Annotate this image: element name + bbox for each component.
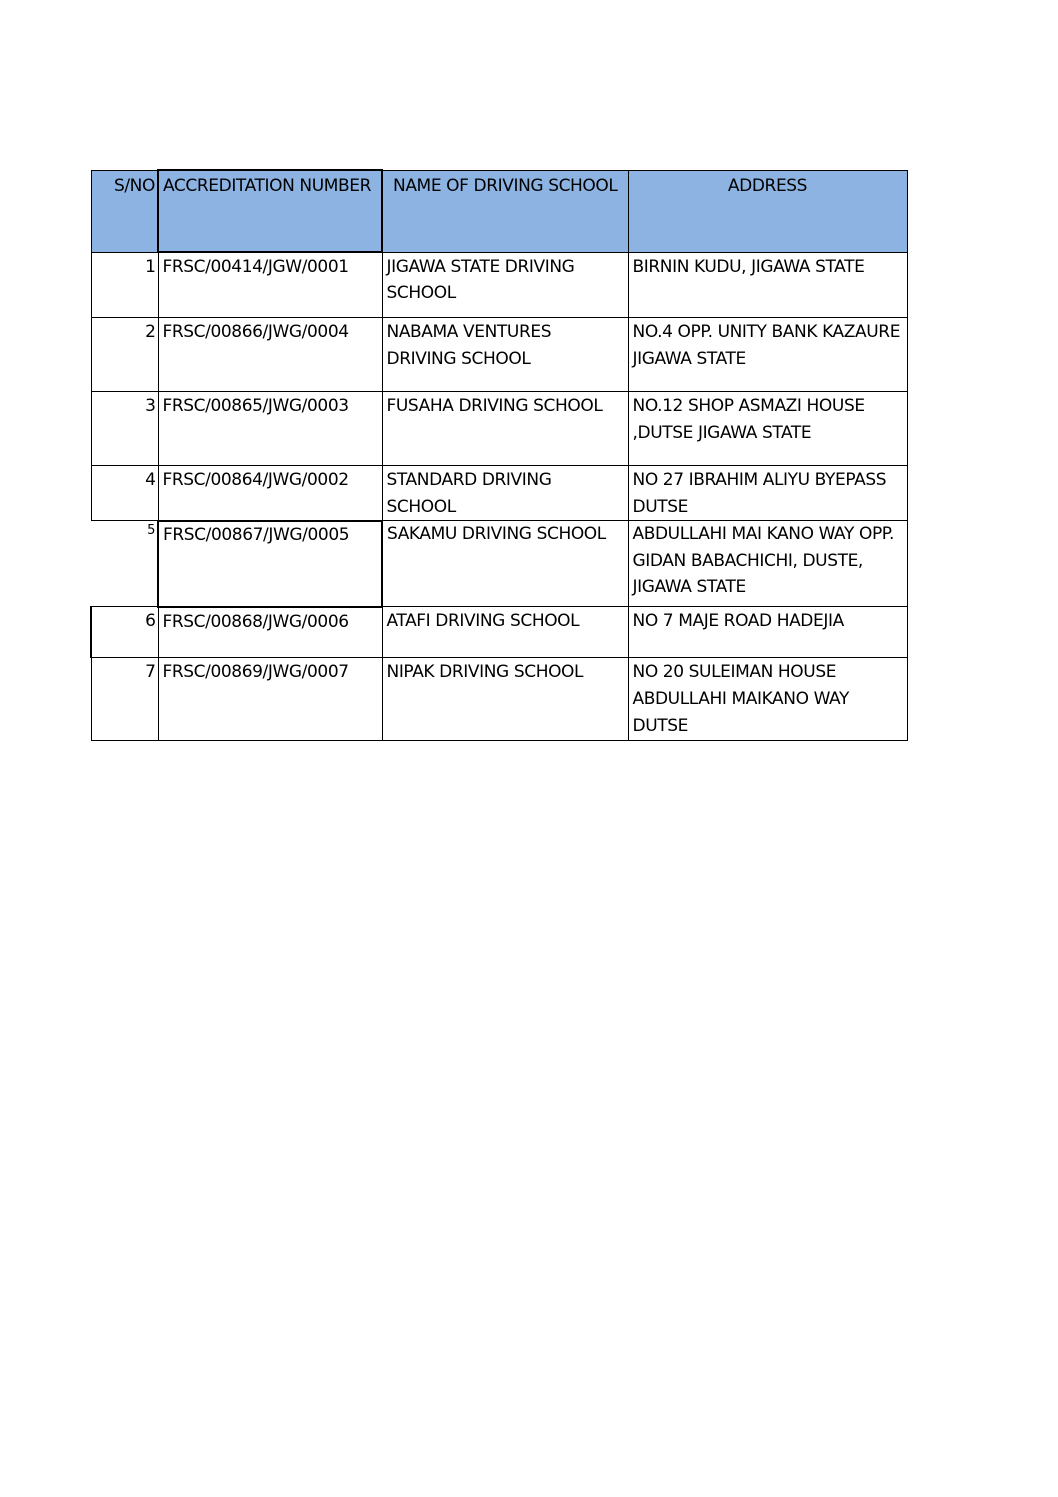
table-row xyxy=(91,392,907,466)
cell-school-name: FUSAHA DRIVING SCHOOL xyxy=(382,392,628,466)
table-row xyxy=(91,607,907,658)
cell-address: NO 27 IBRAHIM ALIYU BYEPASS DUTSE xyxy=(628,466,907,521)
cell-address: NO 20 SULEIMAN HOUSE ABDULLAHI MAIKANO WAY DUTSE xyxy=(628,657,907,740)
table-row xyxy=(91,466,907,521)
cell-school-name: JIGAWA STATE DRIVING SCHOOL xyxy=(382,252,628,318)
cell-school-name: SAKAMU DRIVING SCHOOL xyxy=(382,521,628,607)
cell-sno: 5 xyxy=(91,521,158,607)
cell-address: NO.12 SHOP ASMAZI HOUSE ,DUTSE JIGAWA STATE xyxy=(628,392,907,466)
cell-sno: 6 xyxy=(91,607,158,658)
cell-school-name: ATAFI DRIVING SCHOOL xyxy=(382,607,628,658)
cell-accreditation-number: FRSC/00869/JWG/0007 xyxy=(158,657,382,740)
cell-accreditation-number: FRSC/00866/JWG/0004 xyxy=(158,318,382,392)
cell-school-name: NIPAK DRIVING SCHOOL xyxy=(382,657,628,740)
cell-address: ABDULLAHI MAI KANO WAY OPP. GIDAN BABACHICHI, DUSTE, JIGAWA STATE xyxy=(628,521,907,607)
cell-accreditation-number: FRSC/00865/JWG/0003 xyxy=(158,392,382,466)
cell-address: BIRNIN KUDU, JIGAWA STATE xyxy=(628,252,907,318)
header-accreditation-number: ACCREDITATION NUMBER xyxy=(158,170,382,252)
table-row xyxy=(91,657,907,740)
table-row xyxy=(91,318,907,392)
cell-sno: 1 xyxy=(91,252,158,318)
header-address: ADDRESS xyxy=(628,170,907,252)
driving-schools-table xyxy=(90,169,908,741)
cell-school-name: NABAMA VENTURES DRIVING SCHOOL xyxy=(382,318,628,392)
cell-school-name: STANDARD DRIVING SCHOOL xyxy=(382,466,628,521)
cell-accreditation-number: FRSC/00868/JWG/0006 xyxy=(158,607,382,658)
cell-sno: 2 xyxy=(91,318,158,392)
header-sno: S/NO xyxy=(91,170,158,252)
table-header-row xyxy=(91,170,907,252)
cell-sno: 4 xyxy=(91,466,158,521)
table-row xyxy=(91,252,907,318)
cell-sno: 7 xyxy=(91,657,158,740)
cell-address: NO 7 MAJE ROAD HADEJIA xyxy=(628,607,907,658)
cell-address: NO.4 OPP. UNITY BANK KAZAURE JIGAWA STATE xyxy=(628,318,907,392)
cell-accreditation-number: FRSC/00414/JGW/0001 xyxy=(158,252,382,318)
cell-accreditation-number: FRSC/00864/JWG/0002 xyxy=(158,466,382,521)
cell-sno: 3 xyxy=(91,392,158,466)
header-school-name: NAME OF DRIVING SCHOOL xyxy=(382,170,628,252)
cell-accreditation-number: FRSC/00867/JWG/0005 xyxy=(158,521,382,607)
table-row xyxy=(91,521,907,607)
